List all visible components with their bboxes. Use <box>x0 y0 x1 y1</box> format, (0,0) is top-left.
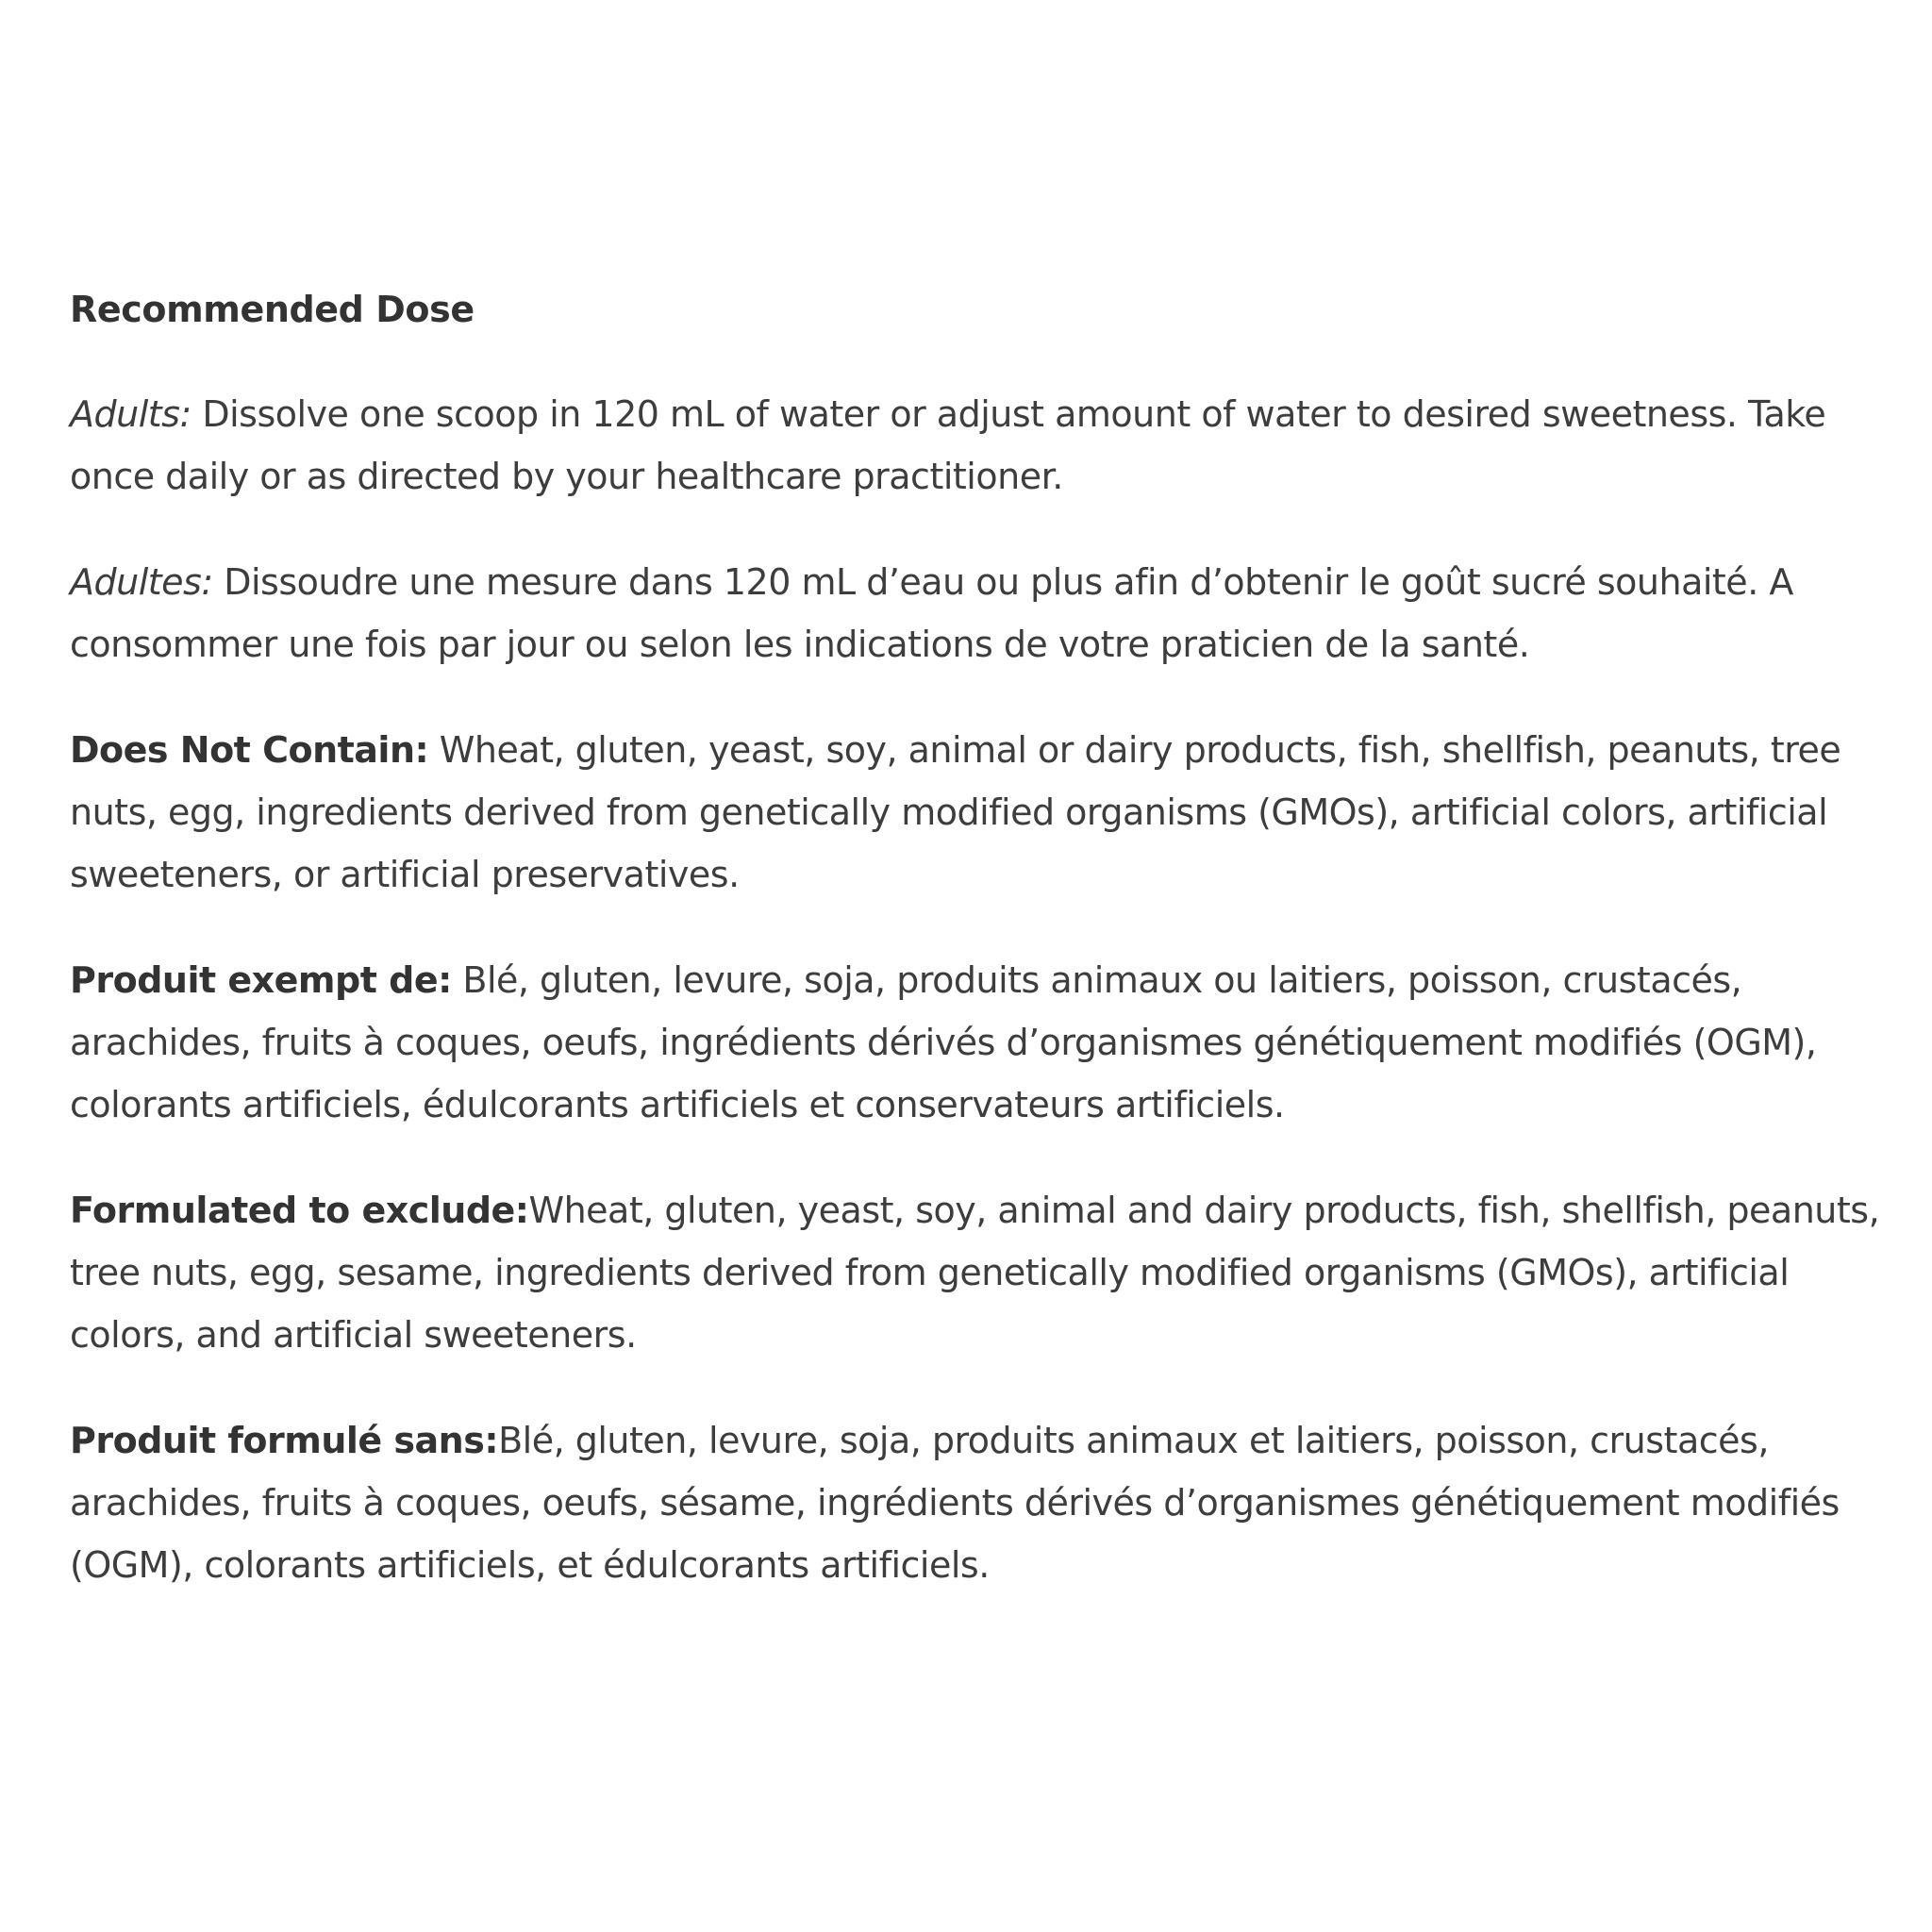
adults-label: Adults: <box>70 393 192 435</box>
does-not-contain-paragraph <box>70 719 1900 906</box>
does-not-contain-label: Does Not Contain: <box>70 729 429 771</box>
formulated-to-exclude-text: Wheat, gluten, yeast, soy, animal and dairy products, fish, shellfish, peanuts, tree nuts, egg, sesame, ingredients derived from genetically modified organisms (GMOs), artificial colors, and artificial sweeteners. <box>70 1190 1880 1356</box>
produit-exempt-paragraph <box>70 949 1900 1136</box>
does-not-contain-text: Wheat, gluten, yeast, soy, animal or dairy products, fish, shellfish, peanuts, tree nuts, egg, ingredients derived from genetically modified organisms (GMOs), artificial colors, artificial sweeteners, or artificial preservatives. <box>70 729 1841 895</box>
produit-formule-sans-label: Produit formulé sans: <box>70 1420 499 1461</box>
adults-dose-paragraph <box>70 383 1900 508</box>
adultes-dose-paragraph <box>70 551 1900 675</box>
adultes-label: Adultes: <box>70 561 213 603</box>
adults-text: Dissolve one scoop in 120 mL of water or adjust amount of water to desired sweetness. Take once daily or as directed by your healthcare practitioner. <box>70 393 1826 497</box>
adultes-text: Dissoudre une mesure dans 120 mL d’eau ou plus afin d’obtenir le goût sucré souhaité. A consommer une fois par jour ou selon les indications de votre praticien de la santé. <box>70 561 1793 665</box>
formulated-to-exclude-label: Formulated to exclude: <box>70 1190 529 1231</box>
dosage-info-section <box>70 283 1900 1596</box>
produit-formule-sans-text: Blé, gluten, levure, soja, produits animaux et laitiers, poisson, crustacés, arachides, fruits à coques, oeufs, sésame, ingrédients dérivés d’organismes génétiquement modifiés (OGM), colorants artificiels, et édulcorants artificiels. <box>70 1420 1840 1586</box>
produit-formule-sans-paragraph <box>70 1409 1900 1596</box>
formulated-to-exclude-paragraph <box>70 1179 1900 1366</box>
produit-exempt-text: Blé, gluten, levure, soja, produits animaux ou laitiers, poisson, crustacés, arachides, fruits à coques, oeufs, ingrédients dérivés d’organismes génétiquement modifiés (OGM), colorants artificiels, édulcorants artificiels et conservateurs artificiels. <box>70 959 1817 1125</box>
recommended-dose-heading: Recommended Dose <box>70 289 475 330</box>
produit-exempt-label: Produit exempt de: <box>70 959 452 1001</box>
